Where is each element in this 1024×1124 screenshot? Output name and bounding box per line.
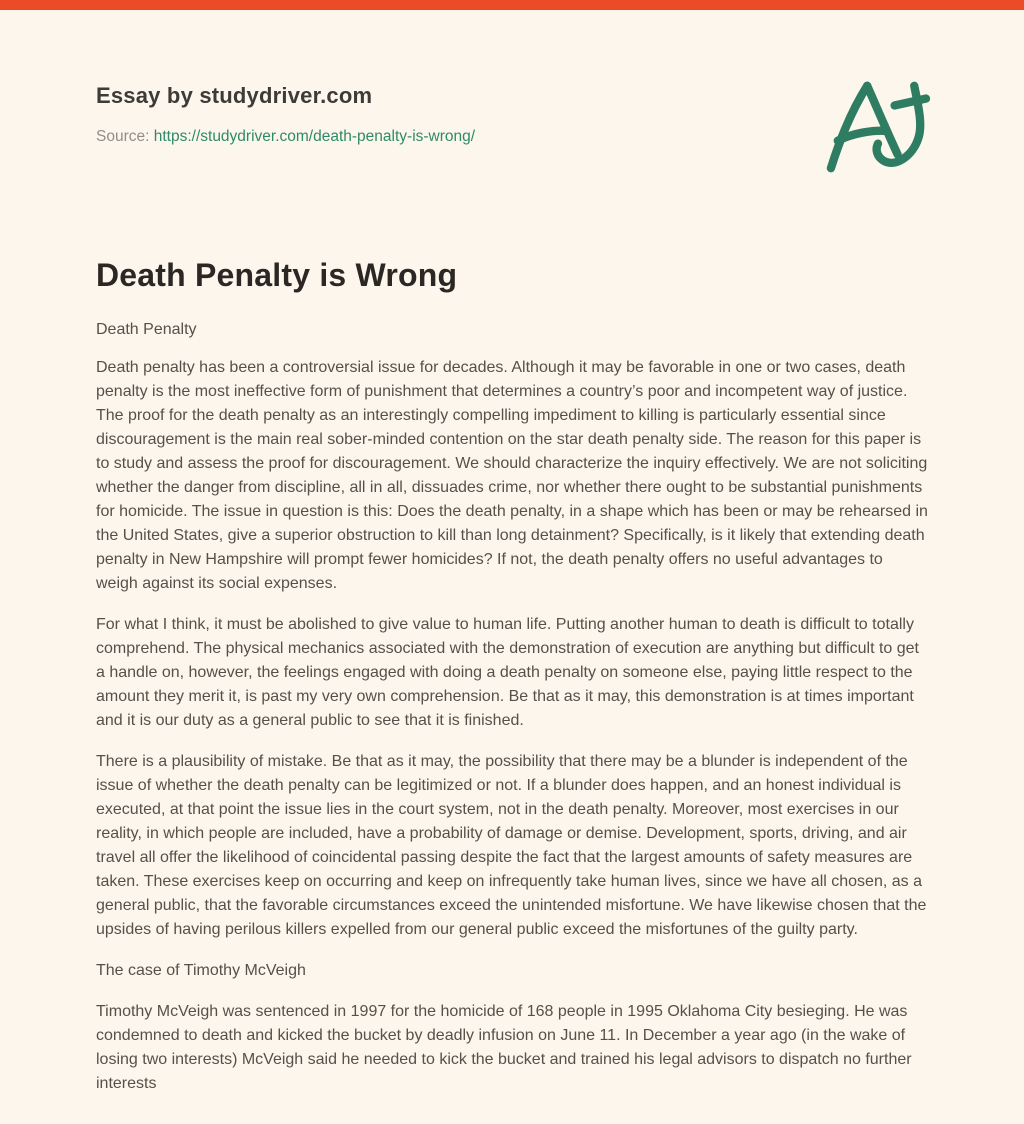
- content-column: [96, 10, 928, 1113]
- article-body: [96, 356, 928, 1096]
- top-accent-bar: [0, 0, 1024, 10]
- source-label: Source:: [96, 128, 150, 145]
- article-kicker: Death Penalty: [96, 321, 197, 338]
- paragraph-1: Death penalty has been a controversial issue for decades. Although it may be favorable in one or two cases, death penalty is the most ineffective form of punishment that determines a country’s poor and incompetent way of justice. The proof for the death penalty as an interestingly compelling impediment to killing is particularly essential since discouragement is the main real sober-minded contention on the star death penalty side. The reason for this paper is to study and assess the proof for discouragement. We should characterize the inquiry effectively. We are not soliciting whether the danger from discipline, all in all, dissuades crime, nor whether there ought to be substantial punishments for homicide. The issue in question is this: Does the death penalty, in a shape which has been or may be rehearsed in the United States, give a superior obstruction to kill than long detainment? Specifically, is it likely that extending death penalty in New Hampshire will prompt fewer homicides? If not, the death penalty offers no useful advantages to weigh against its social expenses.: [96, 359, 928, 592]
- section-heading: The case of Timothy McVeigh: [96, 962, 306, 979]
- essay-by-title: Essay by studydriver.com: [96, 83, 373, 108]
- article-title: Death Penalty is Wrong: [96, 257, 458, 293]
- source-link[interactable]: https://studydriver.com/death-penalty-is-wrong/: [153, 128, 476, 145]
- a-plus-logo-icon: [824, 78, 930, 176]
- paragraph-3: There is a plausibility of mistake. Be that as it may, the possibility that there may be a blunder is independent of the issue of whether the death penalty can be legitimized or not. If a blunder does happen, and an honest individual is executed, at that point the issue lies in the court system, not in the death penalty. Moreover, most exercises in our reality, in which people are included, have a probability of damage or demise. Development, sports, driving, and air travel all offer the likelihood of coincidental passing despite the fact that the largest amounts of safety measures are taken. These exercises keep on occurring and keep on infrequently take human lives, since we have all chosen, as a general public, that the favorable circumstances exceed the unintended misfortune. We have likewise chosen that the upsides of having perilous killers expelled from our general public exceed the misfortunes of the guilty party.: [96, 753, 927, 938]
- source-row: [96, 126, 928, 148]
- closing-paragraph: Timothy McVeigh was sentenced in 1997 for the homicide of 168 people in 1995 Oklahoma City besieging. He was condemned to death and kicked the bucket by deadly infusion on June 11. In December a year ago (in the wake of losing two interests) McVeigh said he needed to kick the bucket and trained his legal advisors to dispatch no further interests: [96, 1003, 912, 1092]
- paragraph-2: For what I think, it must be abolished to give value to human life. Putting another human to death is difficult to totally comprehend. The physical mechanics associated with the demonstration of execution are anything but difficult to get a handle on, however, the feelings engaged with doing a death penalty on someone else, paying little respect to the amount they merit it, is past my very own comprehension. Be that as it may, this demonstration is at times important and it is our duty as a general public to see that it is finished.: [96, 616, 919, 729]
